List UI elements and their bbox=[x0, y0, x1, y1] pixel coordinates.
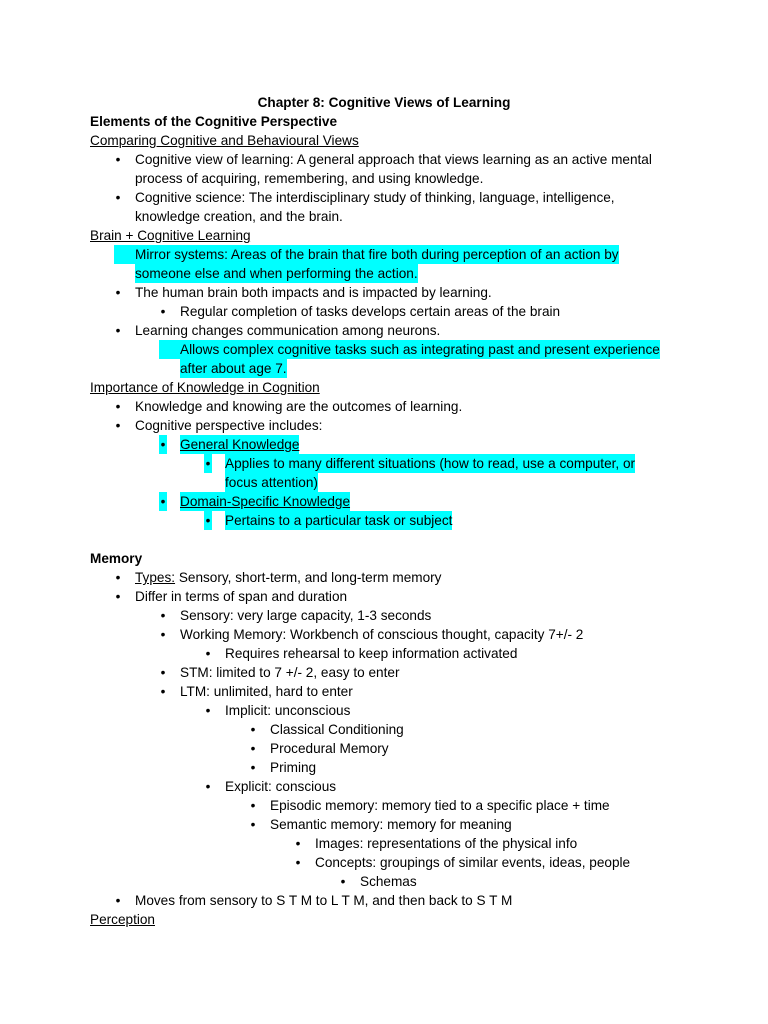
list-item bbox=[90, 416, 690, 435]
list-item bbox=[90, 777, 690, 796]
line-text: process of acquiring, remembering, and using knowledge. bbox=[135, 171, 484, 186]
blank-line bbox=[90, 530, 690, 549]
list-item bbox=[90, 321, 690, 340]
line-text: Brain + Cognitive Learning bbox=[90, 228, 251, 243]
line-text: Schemas bbox=[360, 874, 417, 889]
line-text-suffix: Sensory, short-term, and long-term memory bbox=[175, 570, 442, 585]
line-text: Learning changes communication among neurons. bbox=[135, 323, 441, 338]
bullet-icon: • bbox=[340, 874, 346, 889]
list-item bbox=[90, 511, 690, 530]
document-body bbox=[90, 112, 690, 929]
list-item bbox=[90, 720, 690, 739]
subsection-heading bbox=[90, 131, 690, 150]
line-text: Cognitive science: The interdisciplinary study of thinking, language, intelligence, bbox=[135, 190, 615, 205]
line-text: someone else and when performing the action. bbox=[135, 266, 418, 281]
list-item bbox=[90, 625, 690, 644]
line-text: Classical Conditioning bbox=[270, 722, 404, 737]
list-item bbox=[90, 853, 690, 872]
subsection-heading bbox=[90, 910, 690, 929]
list-item bbox=[90, 587, 690, 606]
list-item bbox=[90, 644, 690, 663]
bullet-icon: • bbox=[115, 589, 121, 604]
line-text: Working Memory: Workbench of conscious thought, capacity 7+/- 2 bbox=[180, 627, 584, 642]
bullet-icon: • bbox=[160, 665, 166, 680]
list-item bbox=[90, 397, 690, 416]
list-item bbox=[90, 359, 690, 378]
bullet-icon: • bbox=[115, 399, 121, 414]
line-text: Allows complex cognitive tasks such as integrating past and present experience bbox=[180, 342, 660, 357]
bullet-icon: • bbox=[205, 646, 211, 661]
line-text: Requires rehearsal to keep information activated bbox=[225, 646, 518, 661]
bullet-icon: • bbox=[160, 304, 166, 319]
list-item bbox=[90, 815, 690, 834]
list-item bbox=[90, 302, 690, 321]
list-item bbox=[90, 169, 690, 188]
line-text: Priming bbox=[270, 760, 317, 775]
line-text: Mirror systems: Areas of the brain that fire both during perception of an action by bbox=[135, 247, 619, 262]
line-text: Cognitive view of learning: A general approach that views learning as an active mental bbox=[135, 152, 652, 167]
list-item bbox=[90, 663, 690, 682]
bullet-icon: • bbox=[250, 760, 256, 775]
list-item bbox=[90, 872, 690, 891]
line-text: Regular completion of tasks develops certain areas of the brain bbox=[180, 304, 561, 319]
list-item bbox=[90, 492, 690, 511]
list-item bbox=[90, 834, 690, 853]
line-text: Moves from sensory to S T M to L T M, and then back to S T M bbox=[135, 893, 513, 908]
bullet-icon: • bbox=[160, 684, 166, 699]
list-item bbox=[90, 245, 690, 264]
list-item bbox=[90, 568, 690, 587]
line-text: Implicit: unconscious bbox=[225, 703, 351, 718]
list-item bbox=[90, 150, 690, 169]
bullet-icon: • bbox=[115, 893, 121, 908]
bullet-icon: • bbox=[205, 513, 211, 528]
line-text: Pertains to a particular task or subject bbox=[225, 513, 453, 528]
line-text: Domain-Specific Knowledge bbox=[180, 494, 351, 509]
bullet-icon: • bbox=[115, 418, 121, 433]
bullet-icon: • bbox=[250, 741, 256, 756]
line-text: after about age 7. bbox=[180, 361, 287, 376]
line-text: General Knowledge bbox=[180, 437, 300, 452]
line-text: Knowledge and knowing are the outcomes of learning. bbox=[135, 399, 463, 414]
line-text: Semantic memory: memory for meaning bbox=[270, 817, 512, 832]
line-text: knowledge creation, and the brain. bbox=[135, 209, 343, 224]
bullet-icon: • bbox=[160, 627, 166, 642]
list-item bbox=[90, 606, 690, 625]
bullet-icon: • bbox=[115, 152, 121, 167]
line-text: focus attention) bbox=[225, 475, 318, 490]
list-item bbox=[90, 891, 690, 910]
bullet-icon: • bbox=[115, 190, 121, 205]
bullet-icon: • bbox=[115, 570, 121, 585]
section-heading bbox=[90, 549, 690, 568]
line-text: STM: limited to 7 +/- 2, easy to enter bbox=[180, 665, 400, 680]
bullet-icon: • bbox=[205, 703, 211, 718]
line-text: Comparing Cognitive and Behavioural Views bbox=[90, 133, 359, 148]
line-text: Cognitive perspective includes: bbox=[135, 418, 323, 433]
bullet-icon: • bbox=[205, 456, 211, 471]
line-text: Applies to many different situations (how to read, use a computer, or bbox=[225, 456, 636, 471]
bullet-icon: • bbox=[295, 855, 301, 870]
subsection-heading bbox=[90, 378, 690, 397]
bullet-icon: • bbox=[250, 798, 256, 813]
list-item bbox=[90, 739, 690, 758]
list-item bbox=[90, 454, 690, 473]
list-item bbox=[90, 473, 690, 492]
list-item bbox=[90, 283, 690, 302]
bullet-icon: • bbox=[205, 779, 211, 794]
bullet-icon: • bbox=[295, 836, 301, 851]
section-heading bbox=[90, 112, 690, 131]
page-title: Chapter 8: Cognitive Views of Learning bbox=[257, 95, 511, 110]
line-text: Images: representations of the physical info bbox=[315, 836, 578, 851]
bullet-icon: • bbox=[250, 817, 256, 832]
line-text: Memory bbox=[90, 551, 143, 566]
line-text: Importance of Knowledge in Cognition bbox=[90, 380, 320, 395]
list-item bbox=[90, 264, 690, 283]
bullet-icon: • bbox=[160, 608, 166, 623]
list-item bbox=[90, 682, 690, 701]
line-text: Elements of the Cognitive Perspective bbox=[90, 114, 338, 129]
bullet-icon: • bbox=[115, 323, 121, 338]
line-text: The human brain both impacts and is impacted by learning. bbox=[135, 285, 492, 300]
line-text: Perception bbox=[90, 912, 155, 927]
list-item bbox=[90, 701, 690, 720]
line-text: LTM: unlimited, hard to enter bbox=[180, 684, 353, 699]
bullet-icon: • bbox=[250, 722, 256, 737]
list-item bbox=[90, 758, 690, 777]
line-text: Episodic memory: memory tied to a specific place + time bbox=[270, 798, 610, 813]
line-text: Procedural Memory bbox=[270, 741, 389, 756]
line-text: Explicit: conscious bbox=[225, 779, 337, 794]
line-text: Sensory: very large capacity, 1-3 seconds bbox=[180, 608, 432, 623]
line-text: Concepts: groupings of similar events, ideas, people bbox=[315, 855, 631, 870]
line-text: Differ in terms of span and duration bbox=[135, 589, 348, 604]
list-item bbox=[90, 796, 690, 815]
list-item bbox=[90, 188, 690, 207]
list-item bbox=[90, 435, 690, 454]
bullet-icon: • bbox=[160, 437, 166, 452]
bullet-icon: • bbox=[160, 494, 166, 509]
list-item bbox=[90, 340, 690, 359]
line-text: Types: bbox=[135, 570, 176, 585]
subsection-heading bbox=[90, 226, 690, 245]
list-item bbox=[90, 207, 690, 226]
bullet-icon: • bbox=[115, 285, 121, 300]
